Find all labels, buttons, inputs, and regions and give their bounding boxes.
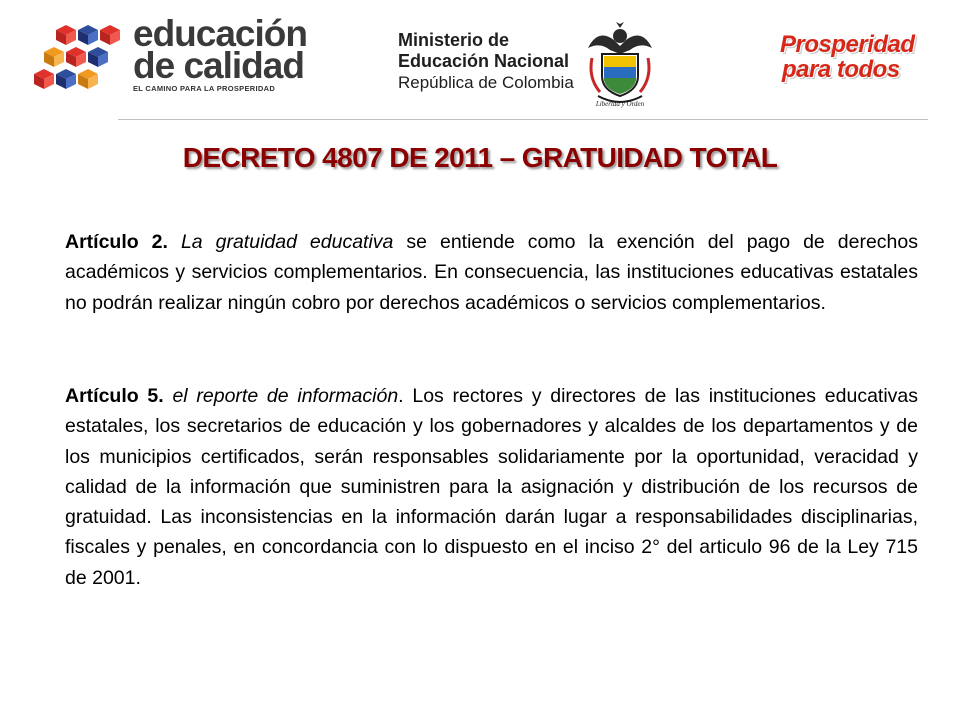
cube-row-bottom xyxy=(34,69,98,89)
education-logo-text xyxy=(133,13,307,93)
prosperity-line1: Prosperidad xyxy=(780,31,915,58)
ministry-line2: Educación Nacional xyxy=(398,51,570,71)
ministry-logo-text xyxy=(398,30,574,93)
article-5-text: . Los rectores y directores de las instituciones educativas estatales, los secretarios de educación y los gobernadores y alcaldes de los departamentos y de los municipios certificados, serán responsables solidariamente por la oportunidad, veracidad y calidad de la información que suministren para la asignación y distribución de los recursos de gratuidad. Las inconsistencias en la información darán lugar a responsabilidades disciplinarias, fiscales y penales, en concordancia con lo dispuesto en el inciso 2° del articulo 96 de la Ley 715 de 2001. xyxy=(65,385,919,589)
article-2-text: se entiende como la exención del pago de derechos académicos y servicios complementarios. En consecuencia, las instituciones educativas estatales no podrán realizar ningún cobro por derechos académicos o servicios complementarios. xyxy=(65,231,918,314)
article-2-label: Artículo 2. xyxy=(65,231,168,253)
shield-motto: Libertad y Orden xyxy=(595,100,645,108)
article-2-italic: La gratuidad educativa xyxy=(180,231,394,253)
ministry-line3: República de Colombia xyxy=(398,73,574,92)
education-cubes-logo xyxy=(34,22,130,98)
cube-row-top xyxy=(56,25,120,45)
header xyxy=(0,0,960,118)
education-logo-line1: educación xyxy=(133,13,307,54)
prosperity-logo xyxy=(780,32,920,92)
article-5-paragraph xyxy=(65,381,918,593)
prosperity-line2: para todos xyxy=(782,56,900,83)
header-divider xyxy=(118,119,928,120)
education-logo-line2: de calidad xyxy=(133,45,304,86)
cube-row-middle xyxy=(44,47,108,67)
article-5-italic: el reporte de información xyxy=(172,385,399,407)
slide-title: DECRETO 4807 DE 2011 – GRATUIDAD TOTAL xyxy=(182,142,778,173)
colombia-coat-of-arms-icon xyxy=(584,18,656,108)
ministry-line1: Ministerio de xyxy=(398,30,510,50)
education-logo-tagline: EL CAMINO PARA LA PROSPERIDAD xyxy=(133,84,276,93)
article-5-label: Artículo 5. xyxy=(65,385,164,407)
article-2-paragraph xyxy=(65,227,918,318)
